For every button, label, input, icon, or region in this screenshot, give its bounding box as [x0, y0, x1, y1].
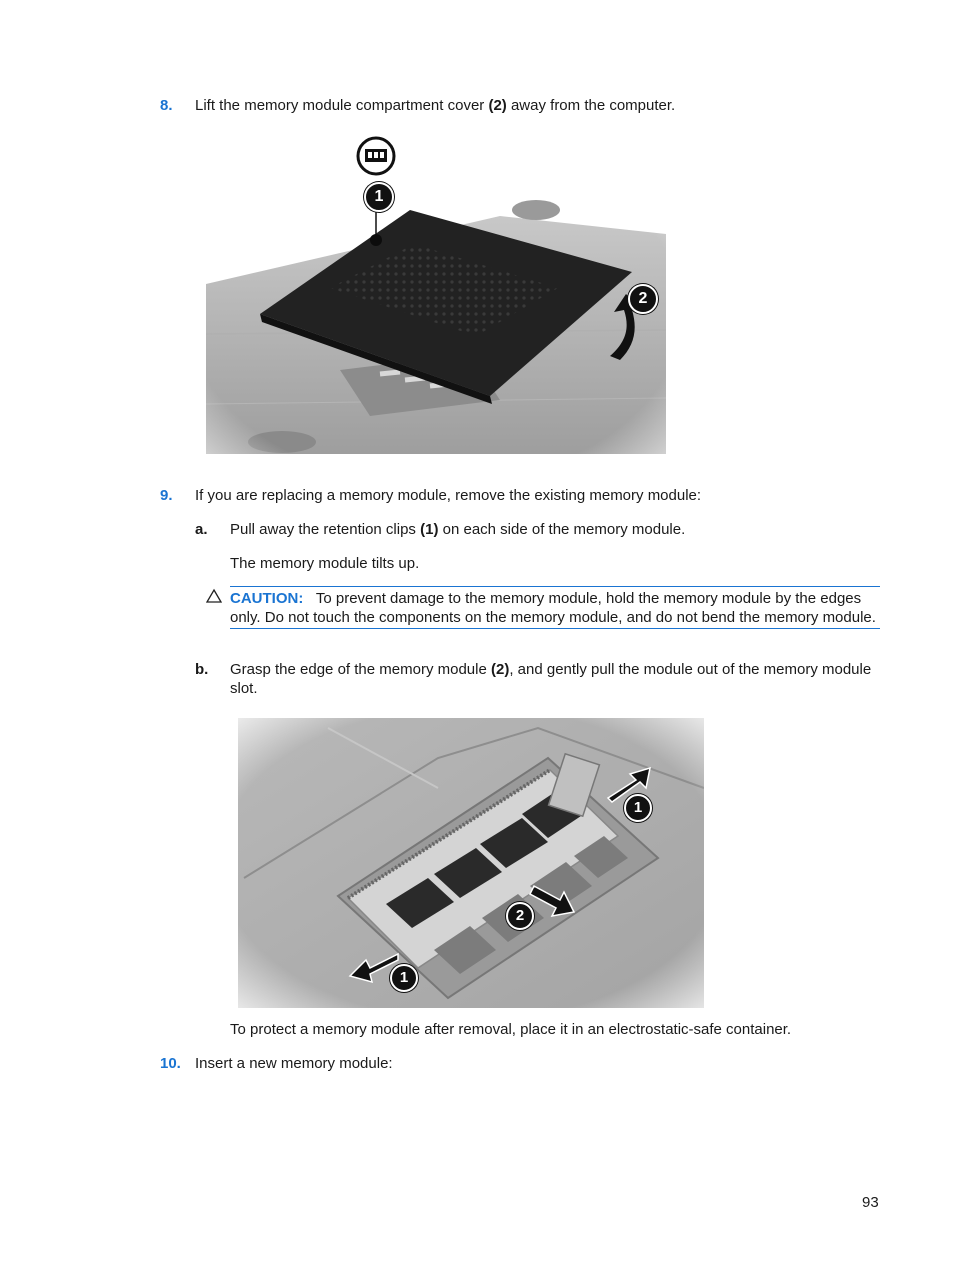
- callout-2-module-label: 2: [515, 907, 525, 924]
- step-9-text: If you are replacing a memory module, remove the existing memory module:: [195, 487, 702, 504]
- step-8-text-before: Lift the memory module compartment cover: [195, 97, 489, 114]
- substep-b-text-bold: (2): [490, 661, 510, 678]
- substep-a-text: [230, 520, 880, 539]
- step-8-text-bold: (2): [488, 97, 507, 114]
- callout-1-clip-bottom: [390, 964, 418, 992]
- caution-box: [230, 586, 880, 629]
- figure-compartment-cover-illustration: [200, 134, 670, 460]
- callout-1-clip-top-label: 1: [633, 799, 643, 816]
- step-10-number: 10.: [160, 1055, 181, 1072]
- figure-remove-module-illustration: [238, 718, 704, 1008]
- step-8-number: 8.: [160, 97, 173, 114]
- figure-remove-module: [238, 718, 704, 1008]
- substep-b-text-after: , and gently pull the module out of the memory module slot.: [230, 661, 872, 697]
- step-8-text-after: away from the computer.: [506, 97, 676, 114]
- callout-2-label: 2: [638, 290, 648, 307]
- callout-1-clip-top: [624, 794, 652, 822]
- caution-triangle-icon: [206, 588, 222, 604]
- memory-module-icon: [356, 136, 396, 176]
- step-10-text: Insert a new memory module:: [195, 1055, 393, 1072]
- figure-compartment-cover: [200, 134, 670, 460]
- substep-a-text-after: on each side of the memory module.: [438, 521, 686, 538]
- substep-a-text-before: Pull away the retention clips: [230, 521, 421, 538]
- substep-a-text-bold: (1): [420, 521, 439, 538]
- caution-text: To prevent damage to the memory module, hold the memory module by the edges only. Do not touch the components on the memory module, and do not bend the memory module.: [230, 590, 876, 626]
- page-number: 93: [862, 1194, 879, 1211]
- callout-2-module: [506, 902, 534, 930]
- callout-1: [364, 182, 394, 212]
- substep-b-letter: b.: [195, 661, 209, 678]
- callout-1-clip-bottom-label: 1: [399, 969, 409, 986]
- substep-b-text-before: Grasp the edge of the memory module: [230, 661, 491, 678]
- after-figure-note: To protect a memory module after removal, place it in an electrostatic-safe container.: [230, 1021, 792, 1038]
- substep-a-letter: a.: [195, 521, 208, 538]
- step-8-text: [195, 96, 885, 115]
- callout-2: [628, 284, 658, 314]
- substep-b-text: [230, 660, 880, 698]
- callout-1-label: 1: [374, 188, 384, 205]
- substep-a-note: The memory module tilts up.: [230, 555, 420, 572]
- step-9-number: 9.: [160, 487, 173, 504]
- caution-label: CAUTION:: [230, 590, 304, 607]
